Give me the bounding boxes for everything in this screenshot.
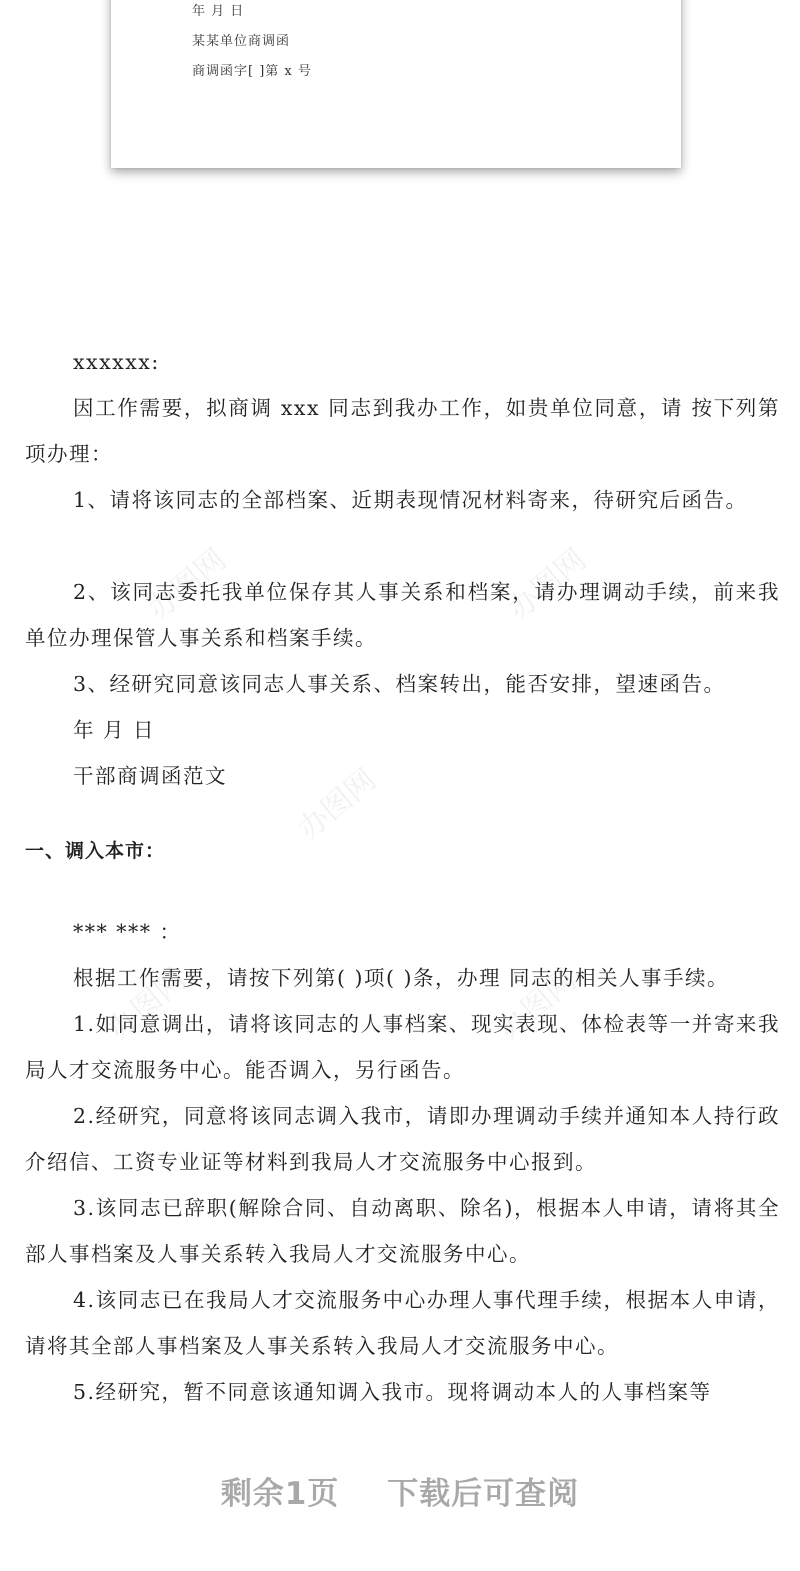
preview-letter-number: 商调函字[ ]第 x 号 xyxy=(192,64,312,79)
watermark: 办图网 xyxy=(101,962,193,1048)
watermark: 办图网 xyxy=(291,762,383,848)
letter-item: 2、该同志委托我单位保存其人事关系和档案，请办理调动手续，前来我单位办理保管人事关系和档案手续。 xyxy=(25,580,780,650)
section-salutation: *** *** ： xyxy=(73,920,182,944)
preview-date: 年 月 日 xyxy=(192,4,245,19)
section-item: 3.该同志已辞职(解除合同、自动离职、除名)，根据本人申请，请将其全部人事档案及人事关系转入我局人才交流服务中心。 xyxy=(25,1196,780,1266)
section-item: 5.经研究，暂不同意该通知调入我市。现将调动本人的人事档案等 xyxy=(73,1380,712,1404)
document-preview-card[interactable] xyxy=(111,0,681,168)
letter-item: 3、经研究同意该同志人事关系、档案转出，能否安排，望速函告。 xyxy=(73,672,726,696)
section-intro: 根据工作需要，请按下列第( )项( )条，办理 同志的相关人事手续。 xyxy=(73,966,730,990)
section-item: 4.该同志已在我局人才交流服务中心办理人事代理手续，根据本人申请，请将其全部人事档案及人事关系转入我局人才交流服务中心。 xyxy=(25,1288,780,1358)
download-to-view-label[interactable]: 下载后可查阅 xyxy=(387,1476,580,1512)
download-prompt[interactable] xyxy=(0,1468,800,1513)
preview-org-title: 某某单位商调函 xyxy=(192,34,291,49)
section-item: 2.经研究，同意将该同志调入我市，请即办理调动手续并通知本人持行政介绍信、工资专业证等材料到我局人才交流服务中心报到。 xyxy=(25,1104,780,1174)
section-heading: 一、调入本市： xyxy=(25,840,166,862)
letter-salutation: xxxxxx: xyxy=(73,350,160,374)
section-item: 1.如同意调出，请将该同志的人事档案、现实表现、体检表等一并寄来我局人才交流服务中心。能否调入，另行函告。 xyxy=(25,1012,780,1082)
letter-title: 干部商调函范文 xyxy=(73,764,227,788)
letter-date: 年 月 日 xyxy=(73,718,156,742)
watermark: 办图网 xyxy=(141,542,233,628)
watermark: 办图网 xyxy=(501,542,593,628)
watermark: 办图网 xyxy=(491,962,583,1048)
letter-intro: 因工作需要，拟商调 xxx 同志到我办工作，如贵单位同意，请 按下列第 项办理： xyxy=(25,396,780,466)
remaining-pages-label: 剩余1页 xyxy=(220,1476,340,1512)
letter-item: 1、请将该同志的全部档案、近期表现情况材料寄来，待研究后函告。 xyxy=(73,488,748,512)
